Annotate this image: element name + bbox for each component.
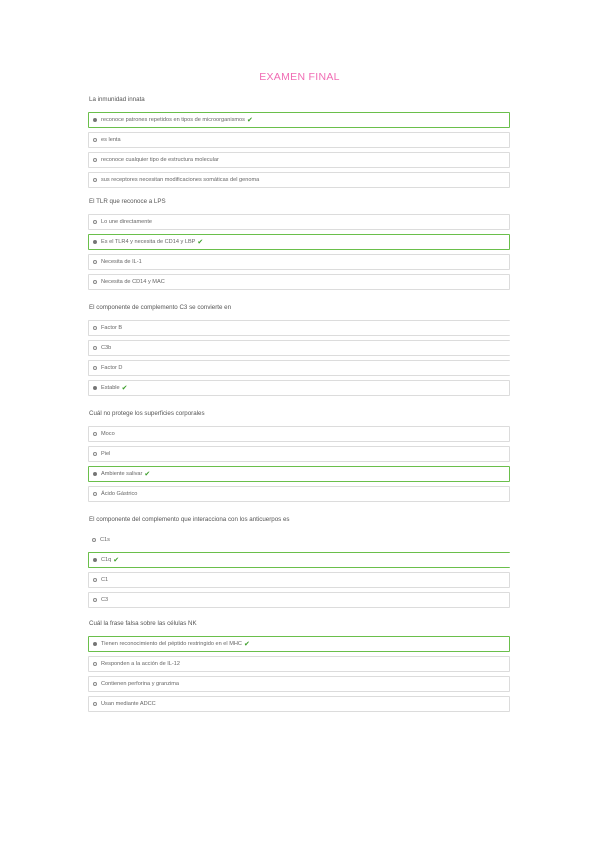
answer-option[interactable] — [88, 320, 510, 336]
answer-label: C1q — [101, 557, 112, 563]
answer-label: es lenta — [101, 137, 121, 143]
radio-icon[interactable] — [93, 452, 97, 456]
answer-label: sus receptores necesitan modificaciones somáticas del genoma — [101, 177, 260, 183]
radio-icon[interactable] — [93, 682, 97, 686]
answer-label: C3 — [101, 597, 109, 603]
radio-icon[interactable] — [93, 366, 97, 370]
question-4 — [88, 410, 510, 506]
question-1 — [88, 96, 510, 192]
radio-icon[interactable] — [93, 492, 97, 496]
answer-option[interactable] — [88, 486, 510, 502]
radio-selected-icon[interactable] — [93, 558, 97, 562]
answer-option[interactable] — [88, 380, 510, 396]
radio-icon[interactable] — [93, 220, 97, 224]
answer-label: reconoce patrones repetidos en tipos de microorganismos — [101, 117, 245, 123]
answer-option[interactable] — [88, 254, 510, 270]
answer-label: Tienen reconocimiento del péptido restringido en el MHC — [101, 641, 242, 647]
radio-selected-icon[interactable] — [93, 240, 97, 244]
question-3 — [88, 304, 510, 400]
radio-icon[interactable] — [93, 598, 97, 602]
radio-icon[interactable] — [93, 432, 97, 436]
answer-option[interactable] — [88, 274, 510, 290]
answer-option[interactable] — [88, 592, 510, 608]
radio-icon[interactable] — [93, 280, 97, 284]
radio-icon[interactable] — [92, 538, 96, 542]
check-icon: ✔ — [243, 640, 250, 648]
answer-option[interactable] — [88, 552, 510, 568]
radio-icon[interactable] — [93, 138, 97, 142]
question-text: El TLR que reconoce a LPS — [89, 198, 166, 205]
answer-label: Necesita de CD14 y MAC — [101, 279, 165, 285]
answer-option[interactable] — [88, 572, 510, 588]
answer-option[interactable] — [88, 112, 510, 128]
answer-option[interactable] — [88, 426, 510, 442]
check-icon: ✔ — [246, 116, 253, 124]
answer-label: C1 — [101, 577, 109, 583]
radio-selected-icon[interactable] — [93, 118, 97, 122]
radio-icon[interactable] — [93, 662, 97, 666]
radio-selected-icon[interactable] — [93, 642, 97, 646]
radio-selected-icon[interactable] — [93, 386, 97, 390]
answer-option[interactable] — [88, 152, 510, 168]
answer-label: Estable — [101, 385, 120, 391]
answer-label: reconoce cualquier tipo de estructura molecular — [101, 157, 219, 163]
check-icon: ✔ — [197, 238, 204, 246]
answer-option[interactable] — [88, 234, 510, 250]
answer-label: C3b — [101, 345, 112, 351]
answer-label: C1s — [100, 537, 110, 543]
question-text: La inmunidad innata — [89, 96, 145, 103]
answer-option[interactable] — [88, 532, 510, 548]
question-text: Cuál no protege los superficies corporales — [89, 410, 205, 417]
answer-option[interactable] — [88, 214, 510, 230]
question-2 — [88, 198, 510, 294]
check-icon: ✔ — [121, 384, 128, 392]
answer-option[interactable] — [88, 636, 510, 652]
radio-icon[interactable] — [93, 326, 97, 330]
answer-option[interactable] — [88, 340, 510, 356]
check-icon: ✔ — [144, 470, 151, 478]
answer-option[interactable] — [88, 676, 510, 692]
answer-label: Ambiente salivar — [101, 471, 143, 477]
question-5 — [88, 516, 510, 612]
answer-label: Usan mediante ADCC — [101, 701, 156, 707]
question-text: El componente de complemento C3 se convierte en — [89, 304, 232, 311]
radio-selected-icon[interactable] — [93, 472, 97, 476]
question-6 — [88, 620, 510, 716]
question-text: Cuál la frase falsa sobre las células NK — [89, 620, 197, 627]
answer-label: Moco — [101, 431, 115, 437]
radio-icon[interactable] — [93, 260, 97, 264]
answer-option[interactable] — [88, 132, 510, 148]
answer-label: Contienen perforina y granzima — [101, 681, 180, 687]
radio-icon[interactable] — [93, 702, 97, 706]
exam-title: EXAMEN FINAL — [259, 71, 340, 83]
answer-option[interactable] — [88, 466, 510, 482]
answer-label: Factor B — [101, 325, 123, 331]
answer-label: Ácido Gástrico — [101, 491, 138, 497]
answer-option[interactable] — [88, 172, 510, 188]
answer-label: Factor D — [101, 365, 123, 371]
answer-option[interactable] — [88, 360, 510, 376]
radio-icon[interactable] — [93, 158, 97, 162]
answer-option[interactable] — [88, 446, 510, 462]
answer-label: Lo une directamente — [101, 219, 152, 225]
answer-label: Responden a la acción de IL-12 — [101, 661, 180, 667]
radio-icon[interactable] — [93, 578, 97, 582]
answer-label: Piel — [101, 451, 111, 457]
answer-option[interactable] — [88, 696, 510, 712]
answer-label: Es el TLR4 y necesita de CD14 y LBP — [101, 239, 196, 245]
answer-label: Necesita de IL-1 — [101, 259, 142, 265]
check-icon: ✔ — [113, 556, 120, 564]
question-text: El componente del complemento que interacciona con los anticuerpos es — [89, 516, 290, 523]
radio-icon[interactable] — [93, 346, 97, 350]
answer-option[interactable] — [88, 656, 510, 672]
radio-icon[interactable] — [93, 178, 97, 182]
